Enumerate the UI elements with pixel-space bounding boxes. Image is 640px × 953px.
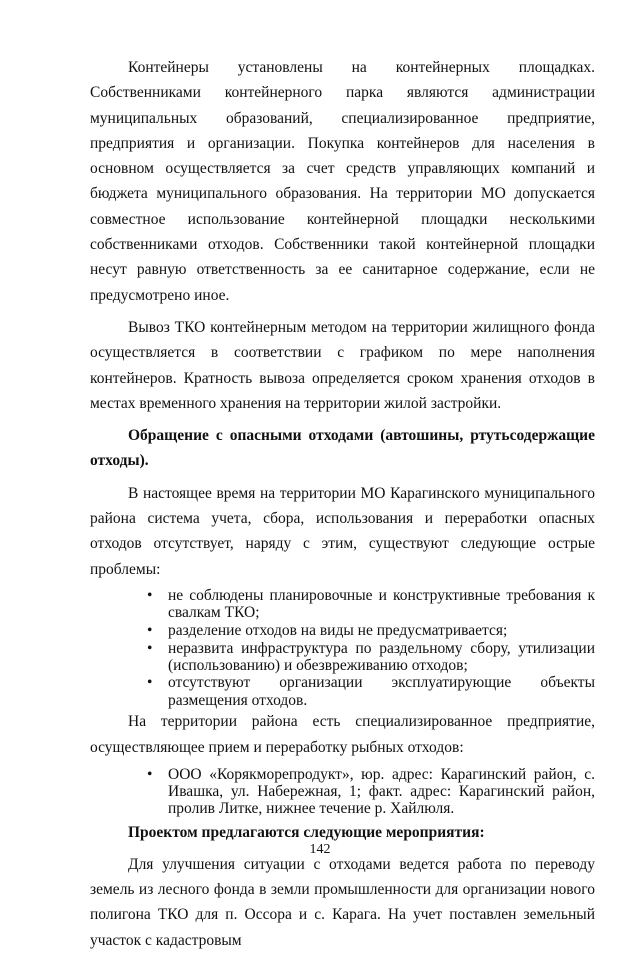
paragraph-removal: Вывоз ТКО контейнерным методом на территории жилищного фонда осуществляется в соответствии с графиком по мере наполнения контейнеров. Кратность вывоза определяется сроком хранения отходов в местах временного хранения на территории жилой застройки. <box>90 318 595 412</box>
bullet-icon: • <box>147 586 153 604</box>
problems-list <box>90 587 595 709</box>
section-heading-hazardous-waste: Обращение с опасными отходами (автошины, ртутьсодержащие отходы). <box>90 427 595 470</box>
document-page <box>90 55 595 953</box>
bullet-icon: • <box>147 674 153 692</box>
enterprise-list <box>90 766 595 818</box>
bullet-icon: • <box>147 765 153 783</box>
list-item: • отсутствуют организации эксплуатирующие объекты размещения отходов. <box>147 674 595 709</box>
list-item: • ООО «Корякморепродукт», юр. адрес: Карагинский район, с. Ивашка, ул. Набережная, 1; факт. адрес: Карагинский район, пролив Литке, нижнее течение р. Хайлюля. <box>147 765 595 818</box>
list-item: • неразвита инфраструктура по раздельному сбору, утилизации (использованию) и обезвреживанию отходов; <box>147 639 595 674</box>
list-item: • не соблюдены планировочные и конструктивные требования к свалкам ТКО; <box>147 586 595 622</box>
paragraph-containers: Контейнеры установлены на контейнерных площадках. Собственниками контейнерного парка являются администрации муниципальных образований, специализированное предприятие, предприятия и организации. Покупка контейнеров для населения в основном осуществляется за счет средств управляющих компаний и бюджета муниципального образования. На территории МО допускается совместное использование контейнерной площадки несколькими собственниками отходов. Собственники такой контейнерной площадки несут равную ответственность за ее санитарное содержание, если не предусмотрено иное. <box>90 59 595 304</box>
page-number: 142 <box>309 842 331 857</box>
bullet-icon: • <box>147 639 153 657</box>
paragraph-fish-enterprise: На территории района есть специализированное предприятие, осуществляющее прием и переработку рыбных отходов: <box>90 713 595 756</box>
paragraph-landfill: Для улучшения ситуации с отходами ведется работа по переводу земель из лесного фонда в земли промышленности для организации нового полигона ТКО для п. Оссора и с. Карага. На учет поставлен земельный участок с кадастровым <box>90 855 595 949</box>
section-heading-measures: Проектом предлагаются следующие мероприятия: <box>128 823 485 841</box>
list-item: • разделение отходов на виды не предусматривается; <box>147 621 508 639</box>
paragraph-current-state: В настоящее время на территории МО Карагинского муниципального района система учета, сбора, использования и переработки опасных отходов отсутствует, наряду с этим, существуют следующие острые проблемы: <box>90 484 595 578</box>
bullet-icon: • <box>147 621 153 639</box>
